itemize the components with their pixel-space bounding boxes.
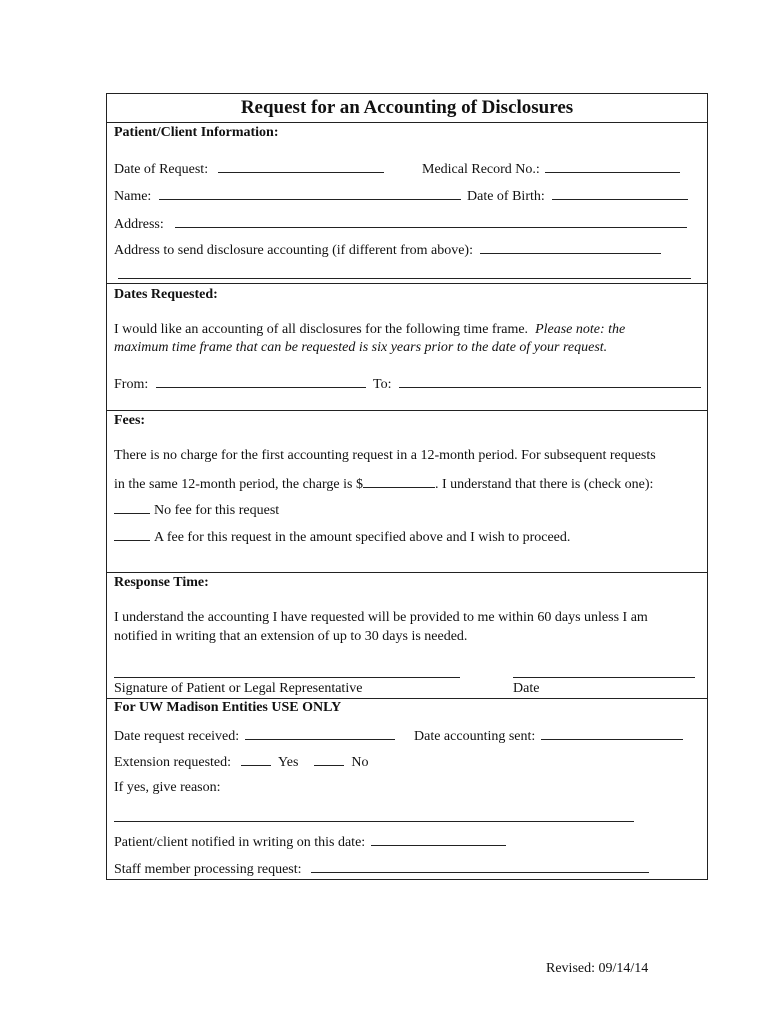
address-label: Address:: [114, 217, 164, 232]
dates-text-line1: [114, 322, 625, 338]
section-patient-info: [107, 123, 707, 284]
staff-row: [114, 860, 649, 878]
fees-line2-end: . I understand that there is (check one):: [434, 477, 654, 492]
notified-date-field[interactable]: [371, 833, 506, 846]
section-response-time: [107, 573, 707, 699]
date-sent-label: Date accounting sent:: [414, 729, 536, 744]
section-dates-requested: [107, 284, 707, 411]
no-fee-option: [114, 501, 279, 519]
from-field[interactable]: [156, 375, 366, 388]
staff-label: Staff member processing request:: [114, 862, 302, 877]
medical-record-row: [422, 160, 680, 178]
fees-line1: There is no charge for the first accounting request in a 12-month period. For subsequent requests: [114, 448, 656, 463]
fees-heading: Fees:: [114, 413, 146, 428]
medical-record-label: Medical Record No.:: [422, 162, 540, 177]
revised-date: Revised: 09/14/14: [546, 961, 649, 976]
dates-heading: Dates Requested:: [114, 287, 218, 302]
signature-label: Signature of Patient or Legal Representative: [114, 681, 363, 696]
date-of-birth-row: [467, 187, 688, 205]
dates-note-line1: Please note: the: [535, 322, 626, 337]
name-label: Name:: [114, 189, 152, 204]
reason-label: If yes, give reason:: [114, 780, 221, 795]
date-of-birth-field[interactable]: [552, 187, 688, 200]
date-of-request-field[interactable]: [218, 160, 384, 173]
section-office-use: [107, 699, 707, 879]
address-send-field-line2[interactable]: [118, 278, 691, 279]
to-row: [373, 375, 701, 393]
name-row: [114, 187, 461, 205]
response-line2: notified in writing that an extension of up to 30 days is needed.: [114, 629, 468, 644]
address-send-row: [114, 241, 661, 259]
date-received-field[interactable]: [245, 727, 395, 740]
no-fee-check-field[interactable]: [114, 501, 150, 514]
address-send-field[interactable]: [480, 241, 661, 254]
response-heading: Response Time:: [114, 575, 209, 590]
from-label: From:: [114, 377, 149, 392]
name-field[interactable]: [159, 187, 461, 200]
dates-note-line2: maximum time frame that can be requested is six years prior to the date of your request.: [114, 340, 608, 355]
fee-label: A fee for this request in the amount specified above and I wish to proceed.: [154, 530, 571, 545]
extension-no-field[interactable]: [314, 753, 344, 766]
signature-date-label: Date: [513, 681, 540, 696]
staff-field[interactable]: [311, 860, 649, 873]
date-sent-row: [414, 727, 683, 745]
medical-record-field[interactable]: [545, 160, 680, 173]
to-label: To:: [373, 377, 392, 392]
from-row: [114, 375, 366, 393]
fee-amount-field[interactable]: [363, 475, 435, 488]
no-fee-label: No fee for this request: [154, 503, 280, 518]
signature-field[interactable]: [114, 677, 460, 678]
address-send-label: Address to send disclosure accounting (if different from above):: [114, 243, 473, 258]
to-field[interactable]: [399, 375, 701, 388]
extension-label: Extension requested:: [114, 755, 232, 770]
fees-line2-start: in the same 12-month period, the charge is $: [114, 477, 363, 492]
signature-date-field[interactable]: [513, 677, 695, 678]
address-row: [114, 215, 687, 233]
patient-info-heading: Patient/Client Information:: [114, 125, 279, 140]
response-line1: I understand the accounting I have requested will be provided to me within 60 days unless I am: [114, 610, 648, 625]
extension-row: [114, 753, 369, 771]
extension-yes-label: Yes: [278, 755, 299, 770]
date-of-request-label: Date of Request:: [114, 162, 209, 177]
date-received-row: [114, 727, 395, 745]
reason-field[interactable]: [114, 821, 634, 822]
date-of-birth-label: Date of Birth:: [467, 189, 545, 204]
date-sent-field[interactable]: [541, 727, 683, 740]
notified-row: [114, 833, 506, 851]
fee-check-field[interactable]: [114, 528, 150, 541]
extension-yes-field[interactable]: [241, 753, 271, 766]
form-title: Request for an Accounting of Disclosures: [107, 94, 707, 123]
fee-option: [114, 528, 570, 546]
office-heading: For UW Madison Entities USE ONLY: [114, 700, 342, 715]
extension-no-label: No: [351, 755, 369, 770]
date-received-label: Date request received:: [114, 729, 240, 744]
fees-line2: [114, 475, 653, 493]
notified-label: Patient/client notified in writing on this date:: [114, 835, 366, 850]
accounting-request-form: [106, 93, 708, 880]
section-fees: [107, 411, 707, 573]
dates-text: I would like an accounting of all disclosures for the following time frame.: [114, 322, 529, 337]
address-field[interactable]: [175, 215, 687, 228]
date-of-request-row: [114, 160, 384, 178]
